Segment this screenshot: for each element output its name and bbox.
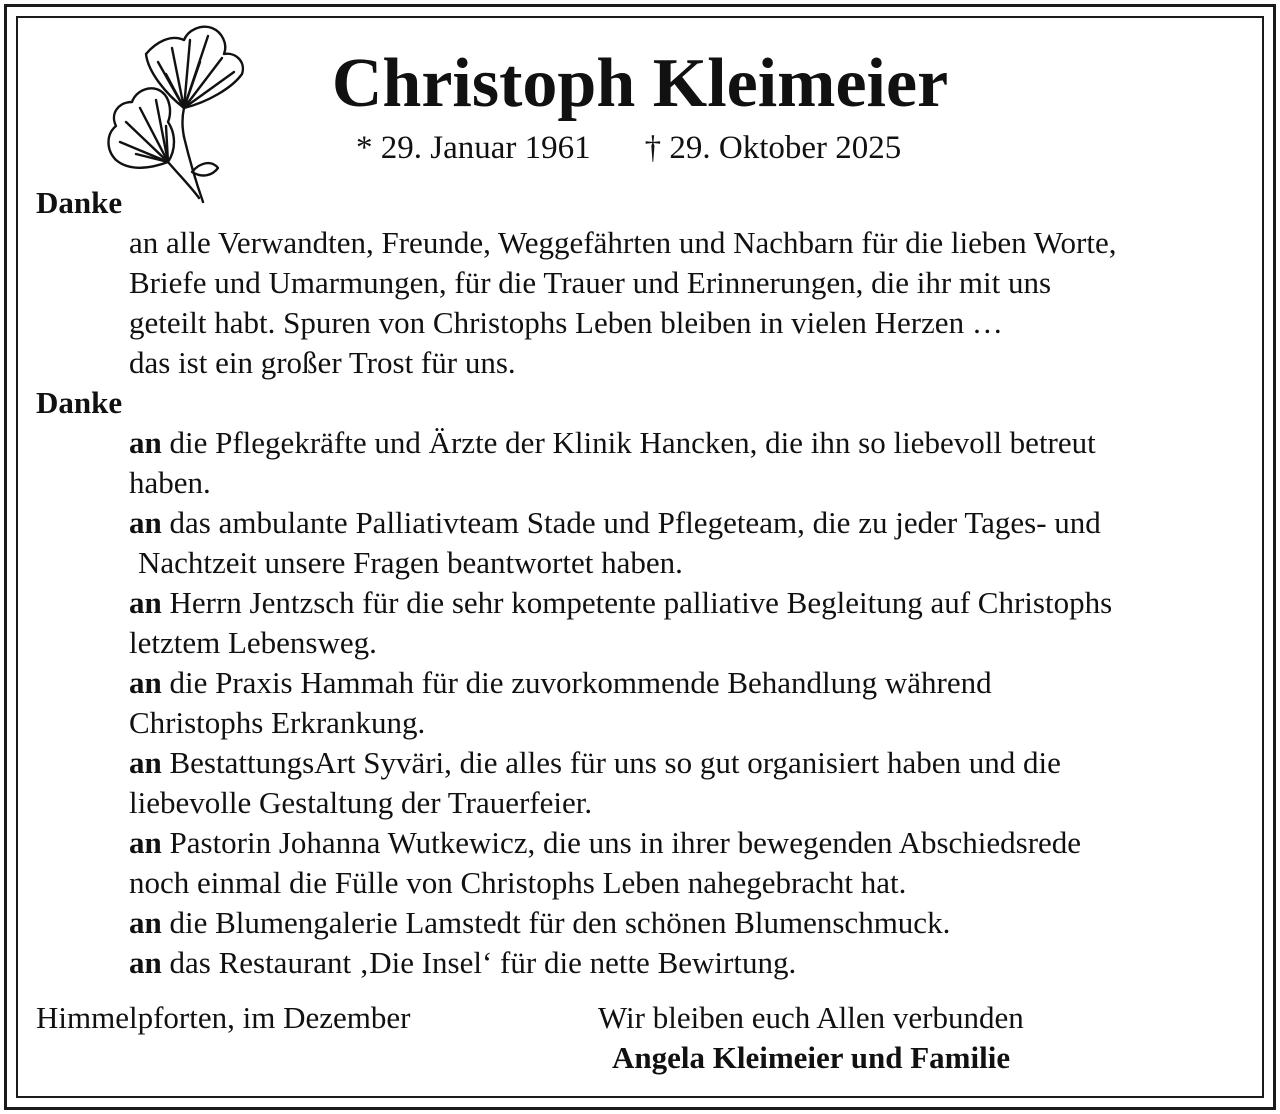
closing-line: Wir bleiben euch Allen verbunden: [598, 1000, 1024, 1035]
entry-prefix: an: [129, 745, 162, 780]
entry-text: die Blumengalerie Lamstedt für den schönen Blumenschmuck.: [169, 905, 951, 940]
entry-continuation: noch einmal die Fülle von Christophs Leben nahegebracht hat.: [129, 865, 907, 900]
entry-text: Pastorin Johanna Wutkewicz, die uns in ihrer bewegenden Abschiedsrede: [169, 825, 1082, 860]
entry-continuation: Nachtzeit unsere Fragen beantwortet haben.: [138, 545, 683, 580]
section-heading: Danke: [36, 385, 123, 420]
thanks-entry: [36, 823, 1246, 863]
text-line: geteilt habt. Spuren von Christophs Leben bleiben in vielen Herzen …: [129, 305, 1003, 340]
deceased-name: Christoph Kleimeier: [331, 45, 949, 122]
entry-continuation: liebevolle Gestaltung der Trauerfeier.: [129, 785, 593, 820]
place-date: Himmelpforten, im Dezember: [36, 1000, 411, 1035]
birth-date: * 29. Januar 1961: [356, 130, 591, 166]
entry-continuation: Christophs Erkrankung.: [129, 705, 426, 740]
thanks-entry: [36, 583, 1246, 623]
thanks-entry: [36, 743, 1246, 783]
life-dates: [356, 128, 901, 168]
entry-text: die Praxis Hammah für die zuvorkommende Behandlung während: [169, 665, 992, 700]
section-heading: Danke: [36, 185, 123, 220]
death-date: † 29. Oktober 2025: [644, 130, 902, 166]
entry-text: das ambulante Palliativteam Stade und Pflegeteam, die zu jeder Tages- und: [169, 505, 1101, 540]
entry-prefix: an: [129, 585, 162, 620]
entry-prefix: an: [129, 425, 162, 460]
entry-text: BestattungsArt Syväri, die alles für uns so gut organisiert haben und die: [169, 745, 1061, 780]
signature: Angela Kleimeier und Familie: [612, 1040, 1011, 1075]
thanks-text: [36, 183, 1246, 983]
entry-prefix: an: [129, 665, 162, 700]
thanks-entry: [36, 903, 1246, 943]
entry-text: das Restaurant ‚Die Insel‘ für die nette Bewirtung.: [169, 945, 797, 980]
text-line: Briefe und Umarmungen, für die Trauer und Erinnerungen, die ihr mit uns: [129, 265, 1052, 300]
entry-prefix: an: [129, 945, 162, 980]
thanks-entry: [36, 423, 1246, 463]
text-line: an alle Verwandten, Freunde, Weggefährten und Nachbarn für die lieben Worte,: [129, 225, 1117, 260]
thanks-entry: [36, 503, 1246, 543]
entry-text: die Pflegekräfte und Ärzte der Klinik Hancken, die ihn so liebevoll betreut: [169, 425, 1096, 460]
text-line: das ist ein großer Trost für uns.: [129, 345, 516, 380]
entry-prefix: an: [129, 825, 162, 860]
entry-continuation: haben.: [129, 465, 211, 500]
thanks-entry: [36, 943, 1246, 983]
entry-continuation: letztem Lebensweg.: [129, 625, 377, 660]
entry-text: Herrn Jentzsch für die sehr kompetente palliative Begleitung auf Christophs: [169, 585, 1113, 620]
entry-prefix: an: [129, 505, 162, 540]
entry-prefix: an: [129, 905, 162, 940]
thanks-entry: [36, 663, 1246, 703]
